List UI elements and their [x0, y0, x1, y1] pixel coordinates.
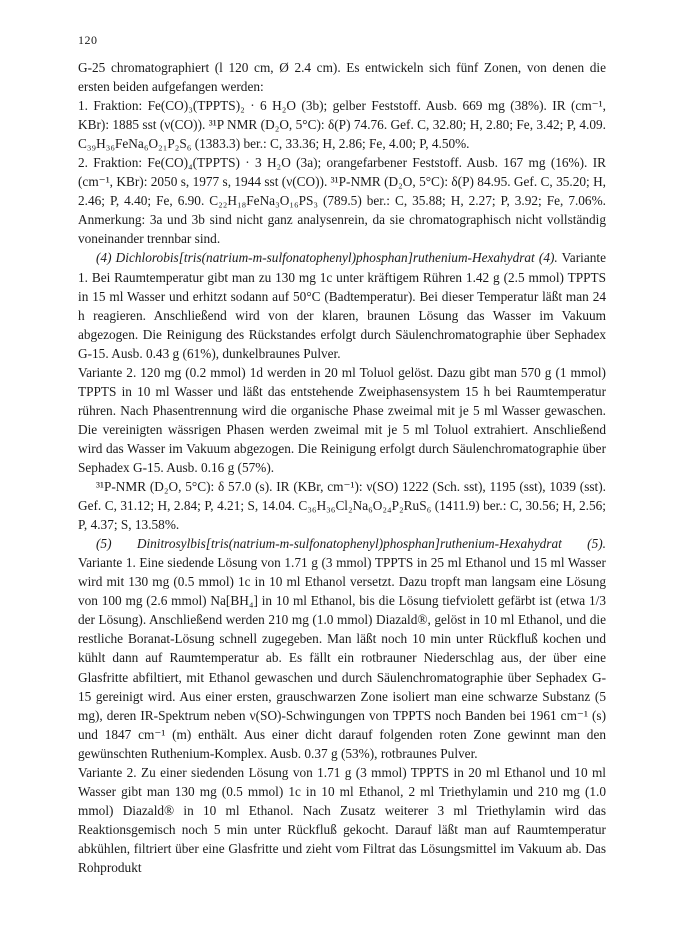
paragraph-compound-4-variant-2: Variante 2. 120 mg (0.2 mmol) 1d werden in 20 ml Toluol gelöst. Dazu gibt man 570 g (1 mmol) TPPTS in 10 ml Wasser und läßt das entstehende Zweiphasensystem 15 h bei Raumtemperatur rühren. Nach Phasentrennung wird die organische Phase zweimal mit je 5 ml Wasser gewaschen. Die vereinigten wässrigen Phasen werden zweimal mit je 5 ml Toluol extrahiert. Anschließend wird das Wasser im Vakuum abgezogen. Die Reinigung erfolgt durch Säulenchromatographie über Sephadex G-15. Ausb. 0.16 g (57%).	[78, 364, 606, 475]
compound-5-heading: (5) Dinitrosylbis[tris(natrium-m-sulfonatophenyl)phosphan]ruthenium-Hexahydrat (5).	[96, 536, 606, 552]
paragraph-compound-4	[78, 248, 606, 362]
compound-4-heading: (4) Dichlorobis[tris(natrium-m-sulfonatophenyl)phosphan]ruthenium-Hexahydrat (4).	[96, 250, 558, 266]
page-number: 120	[78, 33, 98, 47]
paragraph-compound-5-variant-2: Variante 2. Zu einer siedenden Lösung von 1.71 g (3 mmol) TPPTS in 20 ml Ethanol und 10 ml Wasser gibt man 130 mg (0.5 mmol) 1c in 10 ml Ethanol, 2 ml Triethylamin und 210 mg (1.0 mmol) Diazald® in 10 ml Ethanol. Nach Zusatz weiterer 3 ml Triethylamin wird das Reaktionsgemisch noch 5 min unter Rückfluß gekocht. Darauf läßt man auf Raumtemperatur abkühlen, filtriert über eine Glasfritte und zieht vom Filtrat das Lösungsmittel im Vakuum ab. Das Rohprodukt	[78, 764, 606, 875]
paragraph-fraction-1: 1. Fraktion: Fe(CO)₃(TPPTS)₂ · 6 H₂O (3b); gelber Feststoff. Ausb. 669 mg (38%). IR (cm⁻¹, KBr): 1885 sst (ν(CO)). ³¹P NMR (D₂O, 5°C): δ(P) 74.76. Gef. C, 32.80; H, 2.80; Fe, 3.42; P, 4.09. C₃₉H₃₆FeNa₆O₂₁P₂S₆ (1383.3) ber.: C, 33.36; H, 2.86; Fe, 4.00; P, 4.50%.	[78, 98, 606, 152]
paragraph-chromatography: G-25 chromatographiert (l 120 cm, Ø 2.4 cm). Es entwickeln sich fünf Zonen, von denen die ersten beiden aufgefangen werden:	[78, 60, 606, 95]
paragraph-fraction-2: 2. Fraktion: Fe(CO)₄(TPPTS) · 3 H₂O (3a); orangefarbener Feststoff. Ausb. 167 mg (16%). IR (cm⁻¹, KBr): 2050 s, 1977 s, 1944 sst (ν(CO)). ³¹P-NMR (D₂O, 5°C): δ(P) 84.95. Gef. C, 35.20; H, 2.46; P, 4.40; Fe, 6.90. C₂₂H₁₈FeNa₃O₁₆PS₃ (789.5) ber.: C, 35.88; H, 2.27; P, 3.92; Fe, 7.06%. Anmerkung: 3a und 3b sind nicht ganz analysenrein, da sie chromatographisch nicht vollständig voneinander trennbar sind.	[78, 155, 606, 247]
experimental-section	[78, 58, 606, 877]
paragraph-compound-4-analysis: ³¹P-NMR (D₂O, 5°C): δ 57.0 (s). IR (KBr, cm⁻¹): ν(SO) 1222 (Sch. sst), 1195 (sst), 1039 (sst). Gef. C, 31.12; H, 2.84; P, 4.21; S, 14.04. C₃₆H₃₆Cl₂Na₆O₂₄P₂RuS₆ (1411.9) ber.: C, 30.56; H, 2.56; P, 4.37; S, 13.58%.	[78, 479, 606, 533]
compound-5-variant-1: Variante 1. Eine siedende Lösung von 1.71 g (3 mmol) TPPTS in 25 ml Ethanol und 15 ml Wasser wird mit 130 mg (0.5 mmol) 1c in 10 ml Ethanol versetzt. Dazu tropft man langsam eine Lösung von 100 mg (2.6 mmol) Na[BH₄] in 10 ml Ethanol, bis die Lösung tiefviolett gefärbt ist (etwa 1/3 der Lösung). Anschließend werden 210 mg (1.0 mmol) Diazald®, gelöst in 10 ml Ethanol, und die restliche Boranat-Lösung schnell zugegeben. Man läßt noch 10 min unter Rückfluß kochen und kühlt dann auf Raumtemperatur ab. Es fällt ein rotbrauner Niederschlag aus, der über eine Glasfritte abfiltiert, mit Ethanol gewaschen und durch Säulenchromatographie über Sephadex G-15 gereinigt wird. Aus einer ersten, grauschwarzen Zone isoliert man eine schwarze Substanz (5 mg), deren IR-Spektrum neben ν(SO)-Schwingungen von TPPTS noch Banden bei 1961 cm⁻¹ (s) und 1847 cm⁻¹ (m) enthält. Aus einer dicht darauf folgenden roten Zone gewinnt man den gewünschten Ruthenium-Komplex. Ausb. 0.37 g (53%), rotbraunes Pulver.	[78, 555, 606, 761]
paragraph-compound-5	[78, 534, 606, 763]
compound-4-variant-1: Variante 1. Bei Raumtemperatur gibt man zu 130 mg 1c unter kräftigem Rühren 1.42 g (2.5 mmol) TPPTS in 15 ml Wasser und erhitzt sodann auf 50°C (Badtemperatur). Bei dieser Temperatur läßt man 24 h reagieren. Anschließend wird von der klaren, braunen Lösung das Wasser im Vakuum abgezogen. Die Reinigung des Rückstandes erfolgt durch Säulenchromatographie über Sephadex G-15. Ausb. 0.43 g (61%), dunkelbraunes Pulver.	[78, 250, 606, 361]
